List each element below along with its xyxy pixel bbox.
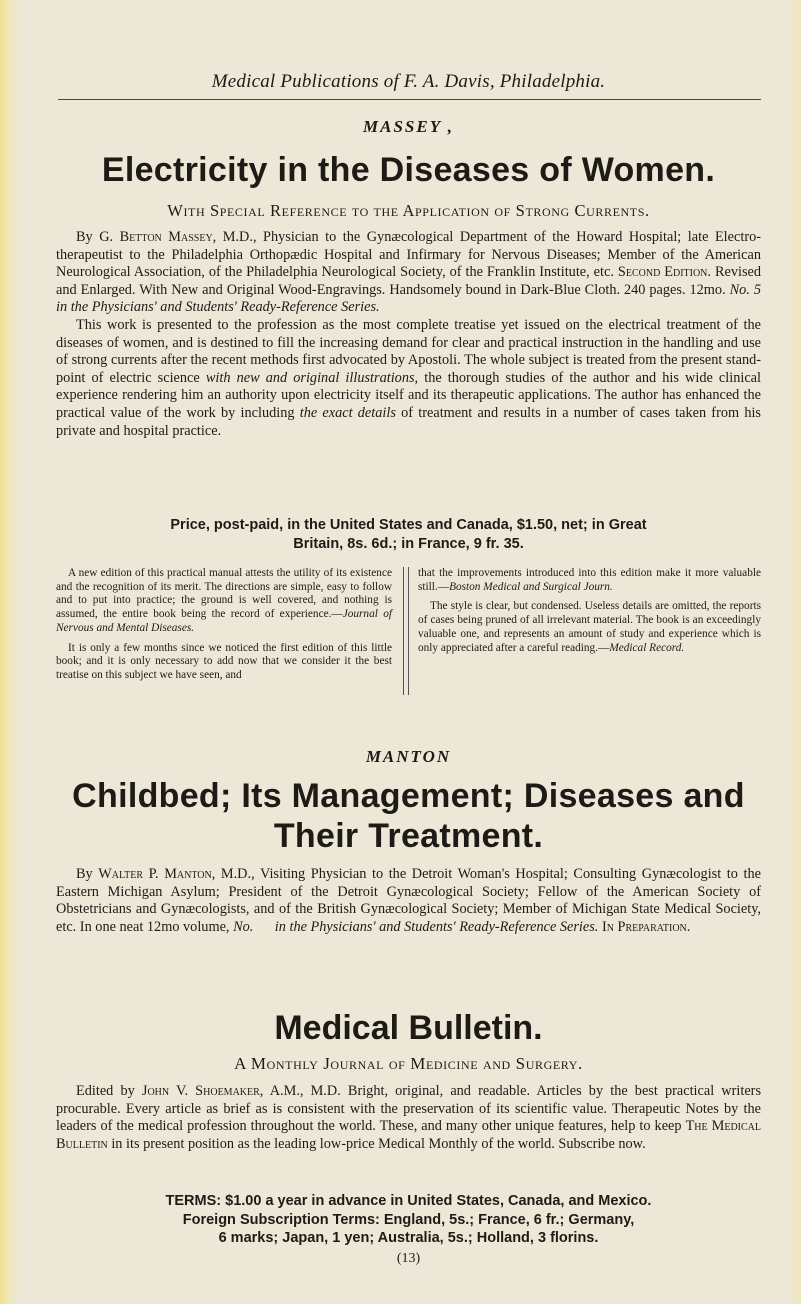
review-2-continued <box>418 567 761 594</box>
terms-line-1: TERMS: $1.00 a year in advance in United States, Canada, and Mexico. <box>165 1193 652 1209</box>
byline-by: By <box>76 229 93 245</box>
review-1-text: A new edition of this practical manual attests the utility of its existence and the recognition of its merit. The directions are simple, easy to follow and to put into practice; the ground is well covered, and nothing is assumed, the entire book being the record of experience.— <box>56 567 392 621</box>
book1-para2-text-b: the thorough studies of the author and his wide clinical experience rendering him an authority upon electricity itself and its therapeutic applications. The author has enhanced the practical value of the work by including <box>56 369 762 421</box>
book2-status: In Preparation. <box>601 918 691 935</box>
book2-byline-by: By <box>76 866 93 882</box>
price-line-1: Price, post-paid, in the United States and Canada, $1.50, net; in Great <box>170 517 647 533</box>
book2-paragraph <box>56 866 761 936</box>
book1-description <box>56 229 761 440</box>
book1-para2-emphasis: with new and original illustrations, <box>205 369 419 386</box>
header-rule <box>58 99 761 100</box>
review-1-source: Journal of Nervous and Mental Diseases. <box>56 608 392 634</box>
review-3-source: Medical Record. <box>609 641 685 654</box>
book2-series: No. in the Physicians' and Students' Ready-Reference Series. <box>233 918 599 935</box>
review-2-source: Boston Medical and Surgical Journ. <box>449 580 613 593</box>
book1-para2-text-c: of treatment and results in a number of cases taken from his private and hospital practice. <box>56 404 761 439</box>
reviews-right-column <box>418 567 761 661</box>
bulletin-terms <box>56 1192 761 1248</box>
book2-title-line-2: Their Treatment. <box>273 817 544 855</box>
review-2 <box>56 642 392 683</box>
review-2-text: It is only a few months since we noticed the first edition of this little book; and it is only necessary to add now that we consider it the best treatise on this subject we have seen, and <box>56 641 392 681</box>
review-2-cont-text: that the improvements introduced into this edition make it more valuable still.— <box>418 567 761 593</box>
bulletin-text-b: in its present position as the leading low-price Medical Monthly of the world. Subscribe now. <box>111 1135 646 1152</box>
book1-series: No. 5 in the Physicians' and Students' Ready-Reference Series. <box>56 281 761 316</box>
bulletin-subtitle: A Monthly Journal of Medicine and Surgery. <box>234 1054 583 1073</box>
page-edge-left <box>0 0 20 1304</box>
book1-binding: Revised and Enlarged. With New and Original Wood-Engravings. Handsomely bound in Dark-Blue Cloth. 240 pages. 12mo. <box>56 264 762 298</box>
running-head: Medical Publications of F. A. Davis, Philadelphia. <box>211 71 606 92</box>
book1-author-heading: MASSEY , <box>363 117 454 136</box>
terms-line-3: 6 marks; Japan, 1 yen; Australia, 5s.; Holland, 3 florins. <box>218 1230 599 1246</box>
book1-reviews <box>56 567 761 707</box>
bulletin-text-a: , A.M., M.D. Bright, original, and readable. Articles by the best practical writers procurable. Every article as brief as is consistent with the preservation of its scientific value. Therapeutic Notes by the leaders of the medical profession throughout the world. These, and many other unique features, help to keep <box>56 1083 762 1135</box>
review-3-text: The style is clear, but condensed. Useless details are omitted, the reports of cases being pruned of all irrelevant material. The book is an exceedingly valuable one, and represents an amount of study and experience which is only appreciated after a careful reading.— <box>418 600 761 654</box>
review-3 <box>418 600 761 655</box>
book2-title-line-1: Childbed; Its Management; Diseases and <box>72 777 745 815</box>
price-line-2: Britain, 8s. 6d.; in France, 9 fr. 35. <box>293 536 524 552</box>
book2-credentials: , M.D., Visiting Physician to the Detroit Woman's Hospital; Consulting Gynæcologist to the Eastern Michigan Asylum; President of the Detroit Gynæcological Society; Fellow of the American Society of Obstetricians and Gynæcologists, and of the British Gynæcological Society; Member of Michigan State Medical Society, etc. In one neat 12mo volume, <box>56 866 761 935</box>
book2-author-heading: MANTON <box>365 747 452 766</box>
reviews-left-column <box>56 567 392 689</box>
bulletin-editor: John V. Shoemaker <box>141 1083 260 1099</box>
book1-para2-emphasis-2: the exact details <box>299 404 396 421</box>
book1-credentials: , M.D., Physician to the Gynæcological Department of the Howard Hospital; late Electro-therapeutist to the Philadelphia Orthopædic Hospital and Infirmary for Nervous Diseases; Member of the American Neurological Association, of the Philadelphia Neurological Society, of the Franklin Institute, etc. <box>56 229 761 281</box>
book1-subtitle: With Special Reference to the Application of Strong Currents. <box>167 201 650 220</box>
page-edge-right <box>787 0 801 1304</box>
page-number: (13) <box>396 1251 421 1266</box>
book2-author-name: Walter P. Manton <box>98 866 212 882</box>
book1-paragraph-2 <box>56 317 761 440</box>
book1-author-name: G. Betton Massey <box>99 229 213 245</box>
terms-line-2: Foreign Subscription Terms: England, 5s.; France, 6 fr.; Germany, <box>182 1211 635 1228</box>
bulletin-paragraph <box>56 1083 761 1153</box>
book1-title: Electricity in the Diseases of Women. <box>101 151 716 189</box>
bulletin-journal-name: The Medical Bulletin <box>56 1118 762 1152</box>
column-divider <box>403 567 409 695</box>
bulletin-edited-by: Edited by <box>76 1083 135 1099</box>
review-1 <box>56 567 392 636</box>
bulletin-description <box>56 1083 761 1153</box>
book2-description <box>56 866 761 936</box>
book1-edition: Second Edition. <box>617 264 711 281</box>
book1-price <box>56 516 761 554</box>
bulletin-title: Medical Bulletin. <box>274 1009 543 1047</box>
book1-paragraph-1 <box>56 229 761 317</box>
book1-para2-text-a: This work is presented to the profession as the most complete treatise yet issued on the electrical treatment of the diseases of women, and is destined to fill the increasing demand for clear and practical instruction in the handling and use of strong currents after the recent methods first advocated by Apostoli. The whole subject is treated from the present stand-point of electric science <box>56 316 761 386</box>
